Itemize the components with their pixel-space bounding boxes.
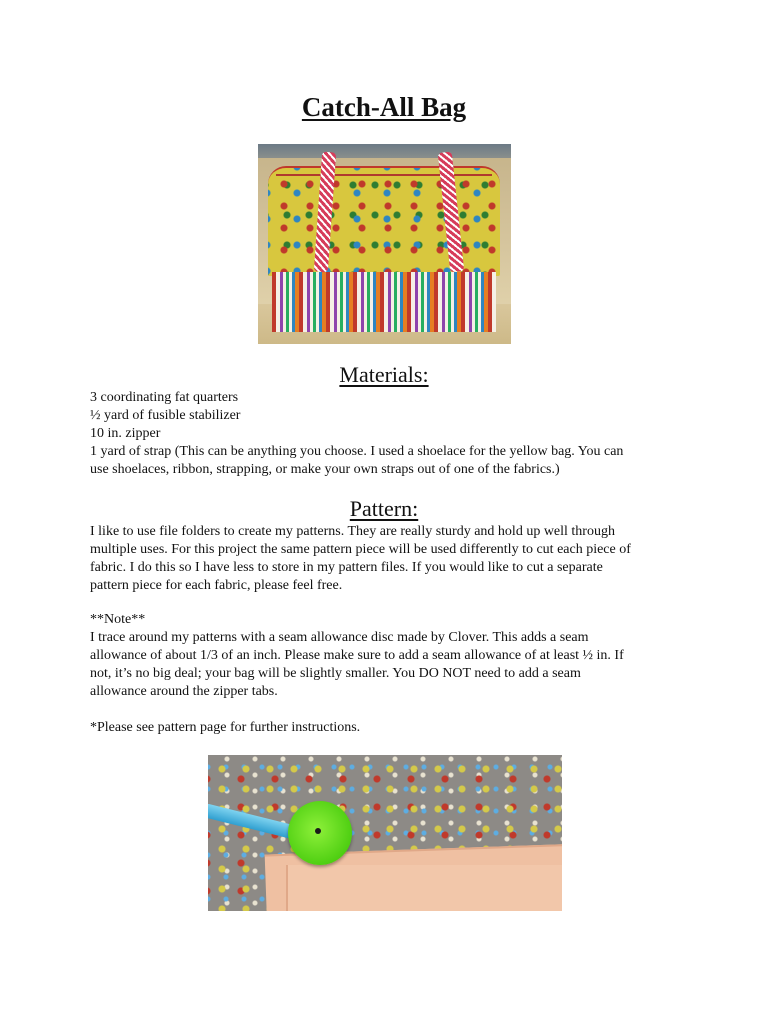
materials-line: 1 yard of strap (This can be anything you choose. I used a shoelace for the yellow bag. You can: [90, 444, 624, 459]
materials-line: use shoelaces, ribbon, strapping, or make your own straps out of one of the fabrics.): [90, 462, 560, 477]
pattern-line: fabric. I do this so I have less to store in my pattern files. If you would like to cut a separate: [90, 560, 603, 575]
pattern-line: multiple uses. For this project the same pattern piece will be used differently to cut each piece of: [90, 542, 631, 557]
materials-line: 10 in. zipper: [90, 426, 161, 441]
materials-line: 3 coordinating fat quarters: [90, 390, 239, 405]
see-more-text: *Please see pattern page for further instructions.: [90, 720, 361, 735]
bag-striped-fabric: [272, 272, 496, 332]
note-line: allowance around the zipper tabs.: [90, 684, 278, 699]
see-more-note: [90, 719, 690, 737]
note-line: allowance of about 1/3 of an inch. Please make sure to add a seam allowance of at least ½ in. If: [90, 648, 624, 663]
seam-allowance-disc: [288, 801, 352, 865]
pattern-line: pattern piece for each fabric, please feel free.: [90, 578, 343, 593]
pattern-paragraph: [90, 523, 690, 595]
note-label: [90, 611, 690, 629]
bag-yellow-fabric: [268, 166, 500, 276]
note-paragraph: [90, 629, 690, 701]
page-title: Catch-All Bag: [301, 92, 467, 122]
bag-zipper: [276, 174, 492, 176]
materials-list: [90, 389, 690, 479]
catch-all-bag: [268, 166, 500, 336]
note-label-text: **Note**: [90, 612, 146, 627]
bag-photo: [258, 144, 511, 344]
pattern-heading: Pattern:: [349, 496, 419, 521]
file-folder-edge: [286, 865, 562, 911]
materials-line: ½ yard of fusible stabilizer: [90, 408, 241, 423]
note-line: I trace around my patterns with a seam allowance disc made by Clover. This adds a seam: [90, 630, 589, 645]
note-line: not, it’s no big deal; your bag will be slightly smaller. You DO NOT need to add a seam: [90, 666, 581, 681]
pattern-line: I like to use file folders to create my patterns. They are really sturdy and hold up well through: [90, 524, 615, 539]
materials-heading: Materials:: [339, 362, 429, 387]
tracing-photo: [208, 755, 562, 911]
